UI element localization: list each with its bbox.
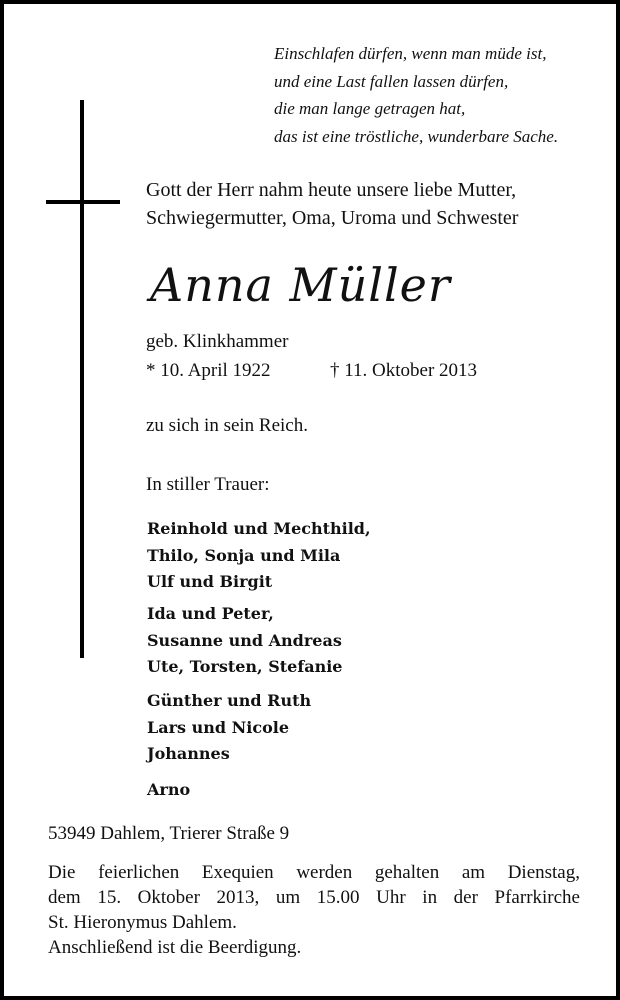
birth-name: geb. Klinkhammer	[146, 331, 289, 352]
birth-date: * 10. April 1922	[146, 360, 271, 381]
poem-line: und eine Last fallen lassen dürfen,	[274, 71, 509, 91]
family-group	[147, 516, 371, 596]
funeral-line: Anschließend ist die Beerdigung.	[48, 937, 302, 958]
family-member: Lars und Nicole	[147, 717, 290, 737]
family-member: Ida und Peter,	[147, 604, 274, 623]
cross-vertical-bar	[80, 100, 84, 658]
poem-line: die man lange getragen hat,	[274, 99, 466, 118]
address: 53949 Dahlem, Trierer Straße 9	[48, 823, 290, 844]
funeral-line: St. Hieronymus Dahlem.	[48, 912, 237, 933]
family-member: Reinhold und Mechthild,	[147, 519, 371, 538]
intro-line: Schwiegermutter, Oma, Uroma und Schwester	[146, 207, 519, 229]
poem-line: Einschlafen dürfen, wenn man müde ist,	[274, 44, 547, 63]
family-member: Günther und Ruth	[147, 691, 312, 710]
family-member: Susanne und Andreas	[147, 630, 342, 650]
intro-line: Gott der Herr nahm heute unsere liebe Mutter,	[146, 179, 517, 201]
family-group	[147, 688, 311, 768]
cross-horizontal-bar	[46, 200, 120, 204]
family-group	[147, 601, 342, 681]
intro-text	[146, 176, 518, 232]
family-member: Ute, Torsten, Stefanie	[147, 657, 343, 676]
deceased-name: Anna Müller	[150, 258, 451, 312]
family-member: Ulf und Birgit	[147, 572, 273, 591]
poem-line: das ist eine tröstliche, wunderbare Sache.	[274, 126, 559, 146]
mourning-heading: In stiller Trauer:	[146, 474, 270, 495]
family-member: Thilo, Sonja und Mila	[147, 545, 341, 565]
death-date: † 11. Oktober 2013	[330, 360, 478, 381]
poem-quote	[274, 40, 558, 150]
family-member: Arno	[147, 780, 191, 799]
reich-text: zu sich in sein Reich.	[146, 415, 308, 436]
funeral-line: Die feierlichen Exequien werden gehalten am Dienstag,	[48, 862, 580, 883]
funeral-info	[48, 860, 580, 960]
family-member: Johannes	[147, 744, 230, 763]
funeral-line: dem 15. Oktober 2013, um 15.00 Uhr in der Pfarrkirche	[48, 887, 580, 908]
family-group	[147, 777, 190, 804]
